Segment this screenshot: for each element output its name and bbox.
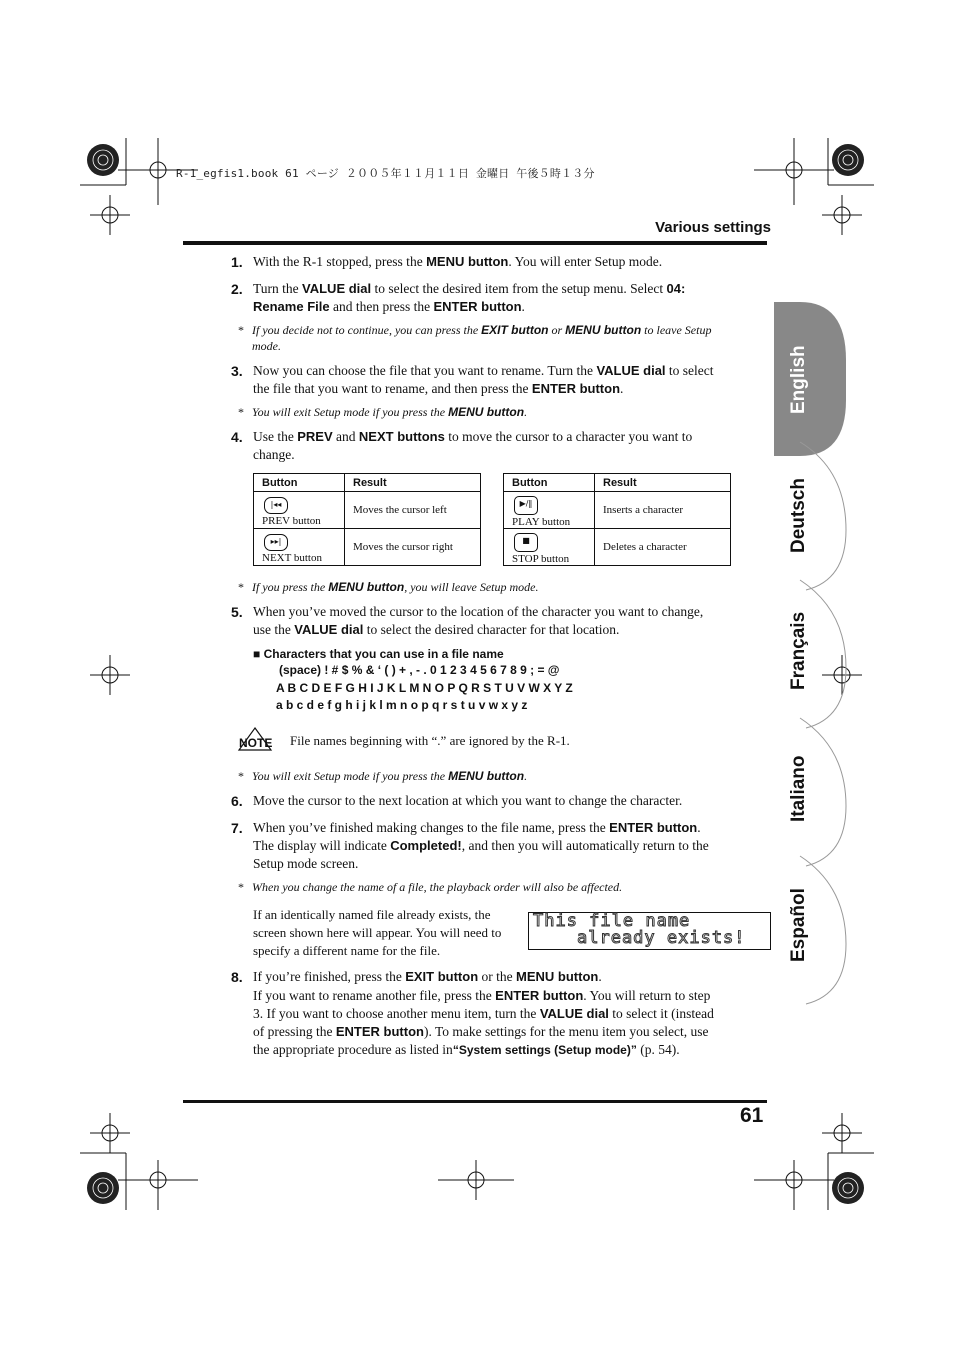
next-icon: ▸▸| [264, 534, 288, 551]
note-4: * You will exit Setup mode if you press the MENU button. [238, 769, 528, 783]
note-label: NOTE [239, 736, 273, 750]
file-meta-header: R-1_egfis1.book 61 ページ ２００５年１１月１１日 金曜日 午後５時１３分 [176, 167, 595, 180]
lcd-line-1: This file name [533, 911, 691, 931]
chars-line-3: a b c d e f g h i j k l m n o p q r s t u v w x y z [276, 698, 528, 712]
button-table-right: Button Result ▶/‖ PLAY button Inserts a character ■ STOP button Deletes a character [503, 473, 731, 566]
lcd-display [528, 912, 771, 950]
page-number: 61 [740, 1104, 764, 1127]
button-table-left: Button Result |◂◂ PREV button Moves the cursor left ▸▸| NEXT button Moves the cursor right [253, 473, 481, 566]
chars-line-1: (space) ! # $ % & ‘ ( ) + , - . 0 1 2 3 4 5 6 7 8 9 ; = @ [279, 663, 560, 677]
play-pause-icon: ▶/‖ [514, 496, 538, 515]
lcd-line-2: already exists! [577, 928, 746, 948]
note-5: * When you change the name of a file, the playback order will also be affected. [238, 880, 623, 894]
header-rule [183, 241, 767, 245]
note-3: * If you press the MENU button, you will leave Setup mode. [238, 580, 539, 594]
duplicate-file-text: If an identically named file already exists, the screen shown here will appear. You will need to specify a different name for the file. [253, 907, 502, 958]
section-title: Various settings [655, 219, 771, 236]
tab-espanol[interactable]: Español [788, 888, 809, 962]
prev-icon: |◂◂ [264, 497, 288, 514]
chars-heading: ■ Characters that you can use in a file name [253, 647, 504, 661]
table-row: |◂◂ PREV button Moves the cursor left [254, 492, 481, 529]
tab-italiano[interactable]: Italiano [788, 755, 809, 822]
note-1: * If you decide not to continue, you can press the EXIT button or MENU button to leave Setup mode. [238, 323, 712, 353]
tab-english[interactable]: English [788, 345, 809, 414]
tab-francais[interactable]: Français [788, 611, 809, 690]
table-row: ■ STOP button Deletes a character [504, 529, 731, 566]
note-text: File names beginning with “.” are ignored by the R-1. [290, 733, 570, 748]
footer-rule [183, 1100, 767, 1103]
table-row: ▸▸| NEXT button Moves the cursor right [254, 529, 481, 566]
stop-icon: ■ [514, 533, 538, 552]
table-row: ▶/‖ PLAY button Inserts a character [504, 492, 731, 529]
chars-line-2: A B C D E F G H I J K L M N O P Q R S T U V W X Y Z [276, 681, 573, 695]
tab-deutsch[interactable]: Deutsch [788, 478, 809, 553]
note-2: * You will exit Setup mode if you press the MENU button. [238, 405, 528, 419]
